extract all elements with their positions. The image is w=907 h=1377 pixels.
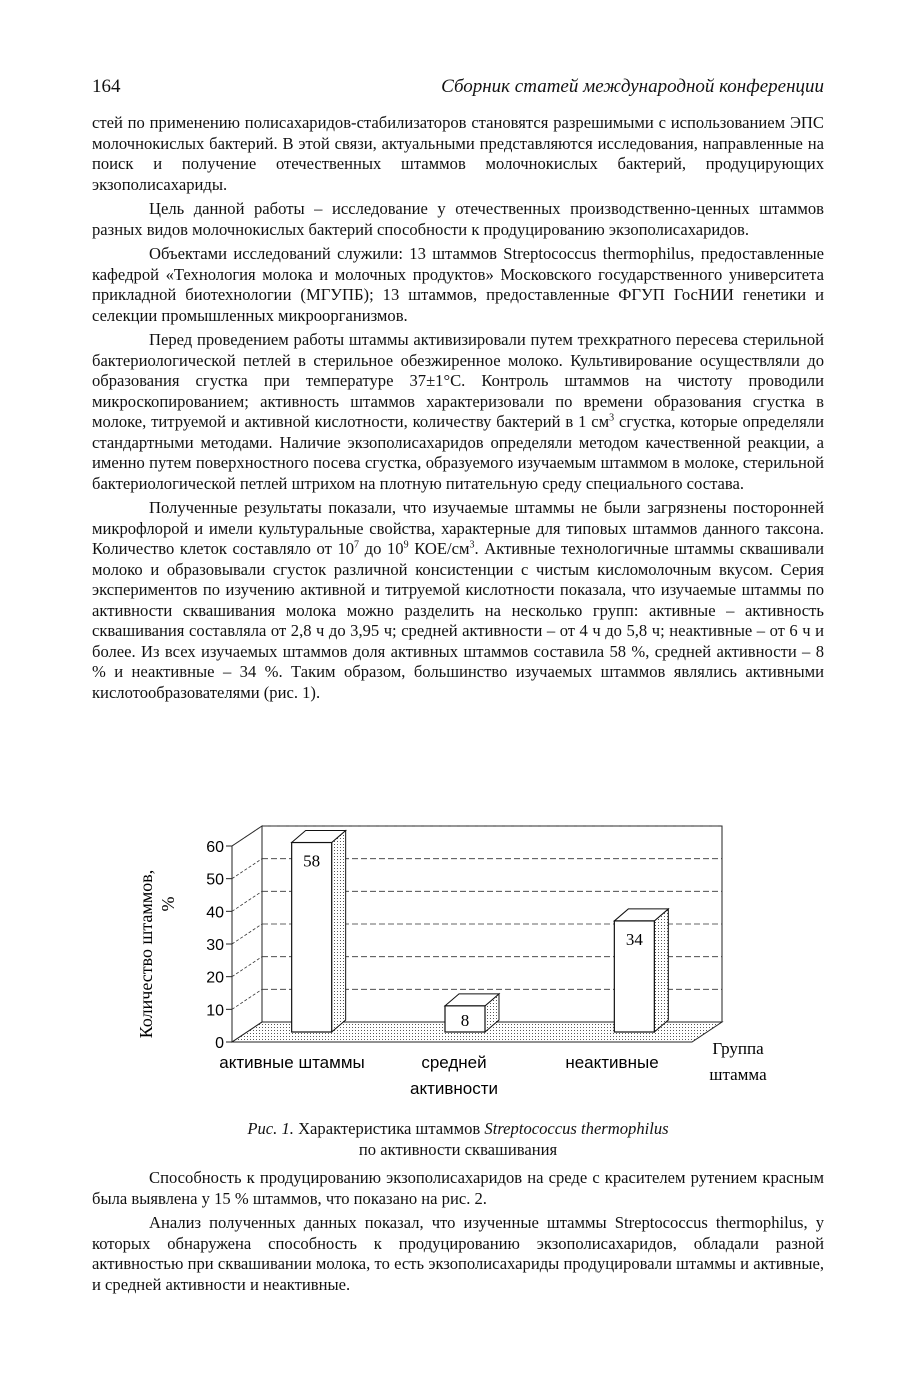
text-run: КОЕ/см [408,539,470,558]
data-label: 58 [303,851,321,871]
superscript: 3 [469,539,475,551]
superscript: 9 [403,539,409,551]
caption-line-2: по активности сквашивания [358,1140,558,1159]
superscript: 3 [609,412,615,424]
data-label: 34 [625,929,643,949]
text-run: . Активные технологичные штаммы сквашивали молоко и образовывали сгусток различной консистенции с чистым кисломолочным вкусом. Серия экспериментов по изучению активной и титруемой кислотности показала, что изучаемые штаммы по активности сквашивания молока можно разделить на несколько групп: активные – активность сквашивания составляла от 2,8 ч до 3,95 ч; средней активности – от 4 ч до 5,8 ч; неактивные – от 6 ч и более. Из всех изучаемых штаммов доля активных штаммов составила 58 %, средней активности – 8 % и неактивные – 34 %. Таким образом, большинство изучаемых штаммов являлись активными кислотообразователями (рис. 1). [92,539,824,702]
bar [292,843,332,1032]
superscript: 7 [354,539,360,551]
y-axis-title: Количество штаммов, [136,869,156,1039]
gridline-side [232,989,262,1009]
x-category-label: средней [421,1053,487,1072]
data-label: 8 [460,1011,470,1030]
paragraph [92,498,824,703]
body-text-bottom [92,1168,824,1295]
page-header [92,76,824,104]
x-category-label: активные штаммы [219,1053,365,1072]
paragraph: Способность к продуцированию экзополисахаридов на среде с красителем рутением красным была выявлена у 15 % штаммов, что показано на рис. 2. [92,1168,824,1208]
x-axis-title-line2: штамма [709,1065,767,1084]
bar-side [332,831,346,1032]
caption-species: Streptococcus thermophilus [484,1119,669,1138]
y-tick-label: 0 [215,1035,224,1052]
gridline-side [232,891,262,911]
y-tick-label: 40 [206,904,224,922]
x-category-label-line2: активности [409,1079,499,1098]
y-tick-label: 60 [206,839,224,856]
text-run: Перед проведением работы штаммы активизировали путем трехкратного пересева стерильной бактериологической петлей в стерильное обезжиренное молоко. Культивирование осуществляли до образования сгустка при температуре 37±1°С. Контроль штаммов на чистоту проводили микроскопированием; активность штаммов характеризовали по времени образования сгустка в молоке, титруемой и активной кислотности, количеству бактерий в 1 см [92,330,824,431]
text-run: сгустка, которые определяли стандартными методами. Наличие экзополисахаридов определяли методом качественной реакции, а именно путем поверхностного посева сгустка, образуемого изучаемым штаммом в молоке, стерильной бактериологической петлей штрихом на плотную питательную среду специального состава. [92,412,825,493]
y-tick-label: 20 [206,969,224,987]
paragraph [92,330,824,494]
text-run: до 10 [359,539,404,558]
paragraph: стей по применению полисахаридов-стабилизаторов становятся разрешимыми с использованием ЭПС молочнокислых бактерий. В этой связи, актуальными представляются исследования, направленные на поиск и получение отечественных штаммов молочнокислых бактерий, продуцирующих экзополисахариды. [92,113,824,194]
paragraph: Объектами исследований служили: 13 штаммов Streptococcus thermophilus, предоставленные кафедрой «Технология молока и молочных продуктов» Московского государственного университета прикладной биотехнологии (МГУПБ); 13 штаммов, предоставленные ФГУП ГосНИИ генетики и селекции промышленных микроорганизмов. [92,244,824,325]
left-wall [232,826,262,1042]
caption-text: Характеристика штаммов [293,1119,485,1138]
bar-side [654,909,668,1032]
x-axis-title: Группа [712,1039,764,1058]
chart-bars [292,831,669,1032]
gridline-side [232,957,262,977]
x-category-label: неактивные [565,1053,659,1072]
figure-caption [92,1118,824,1160]
x-axis-labels [219,1053,658,1098]
gridline-side [232,859,262,879]
y-axis-ticks [206,839,232,1052]
y-axis-title-unit: % [158,896,178,912]
text-run: Полученные результаты показали, что изучаемые штаммы не были загрязнены посторонней микрофлорой и имели культуральные свойства, характерные для типовых штаммов данного таксона. Количество клеток составляло от 10 [92,498,824,558]
body-text-top [92,113,824,703]
gridline-side [232,924,262,944]
caption-label: Рис. 1. [247,1119,294,1138]
y-tick-label: 30 [206,937,224,954]
caption-line-1 [92,1118,824,1139]
y-tick-label: 10 [206,1002,224,1020]
running-title: Сборник статей международной конференции [441,76,824,97]
paragraph: Анализ полученных данных показал, что изученные штаммы Streptococcus thermophilus, у которых обнаружена способность к продуцированию экзополисахаридов, обладали разной активностью при сквашивании молока, то есть экзополисахариды продуцировали штаммы и активные, и средней активности и неактивные. [92,1213,824,1294]
bar-chart [130,808,790,1098]
page-number: 164 [92,76,121,97]
y-tick-label: 50 [206,871,224,889]
paragraph: Цель данной работы – исследование у отечественных производственно-ценных штаммов разных видов молочнокислых бактерий способности к продуцированию экзополисахаридов. [92,199,824,239]
